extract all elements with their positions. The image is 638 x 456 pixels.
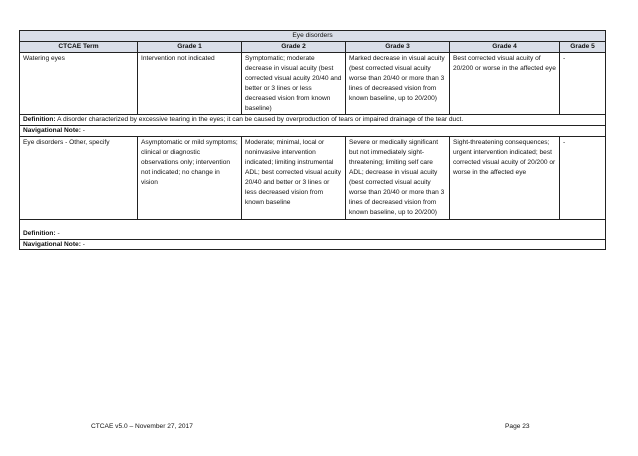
grade-3-cell: Severe or medically significant but not immediately sight-threatening; limiting self care ADL; decrease in visual acuity (best corrected visual acuity worse than 20/40 or more than 3 lines of decreased vision from known baseline, up to 20/200) (346, 137, 450, 219)
column-header-grade-1: Grade 1 (138, 42, 242, 53)
grade-1-cell: Intervention not indicated (138, 53, 242, 115)
footer-page-number: Page 23 (505, 423, 530, 430)
grade-2-cell: Symptomatic; moderate decrease in visual acuity (best corrected visual acuity 20/40 and better or 3 lines or less decreased vision from known baseline) (242, 53, 346, 115)
definition-label: Definition: (23, 229, 56, 237)
term-cell: Eye disorders - Other, specify (20, 137, 138, 219)
grade-4-cell: Best corrected visual acuity of 20/200 or worse in the affected eye (450, 53, 560, 115)
section-title: Eye disorders (20, 31, 606, 42)
section-header-row (20, 31, 606, 42)
column-header-grade-5: Grade 5 (560, 42, 606, 53)
navigational-note-text: - (82, 127, 85, 135)
navigational-note-text: - (82, 240, 85, 248)
grade-2-cell: Moderate; minimal, local or noninvasive intervention indicated; limiting instrumental ADL; best corrected visual acuity 20/40 and better or 3 lines or less decreased vision from known baseline (242, 137, 346, 219)
grade-5-cell: - (560, 53, 606, 115)
navigational-note-row (20, 239, 606, 250)
term-cell: Watering eyes (20, 53, 138, 115)
definition-row (20, 219, 606, 239)
table-row (20, 137, 606, 219)
ctcae-table (19, 30, 606, 250)
grade-5-cell: - (560, 137, 606, 219)
grade-4-cell: Sight-threatening consequences; urgent intervention indicated; best corrected visual acuity of 20/200 or worse in the affected eye (450, 137, 560, 219)
definition-text: A disorder characterized by excessive tearing in the eyes; it can be caused by overproduction of tears or impaired drainage of the tear duct. (57, 116, 464, 124)
column-header-grade-2: Grade 2 (242, 42, 346, 53)
definition-label: Definition: (23, 116, 56, 124)
footer-version: CTCAE v5.0 – November 27, 2017 (91, 423, 193, 430)
column-header-grade-4: Grade 4 (450, 42, 560, 53)
definition-row (20, 115, 606, 126)
table-row (20, 53, 606, 115)
column-header-row (20, 42, 606, 53)
navigational-note-label: Navigational Note: (23, 127, 81, 135)
column-header-grade-3: Grade 3 (346, 42, 450, 53)
definition-text: - (57, 229, 60, 237)
navigational-note-label: Navigational Note: (23, 240, 81, 248)
grade-1-cell: Asymptomatic or mild symptoms; clinical or diagnostic observations only; intervention not indicated; no change in vision (138, 137, 242, 219)
column-header-term: CTCAE Term (20, 42, 138, 53)
grade-3-cell: Marked decrease in visual acuity (best corrected visual acuity worse than 20/40 or more than 3 lines of decreased vision from known baseline, up to 20/200) (346, 53, 450, 115)
navigational-note-row (20, 126, 606, 137)
